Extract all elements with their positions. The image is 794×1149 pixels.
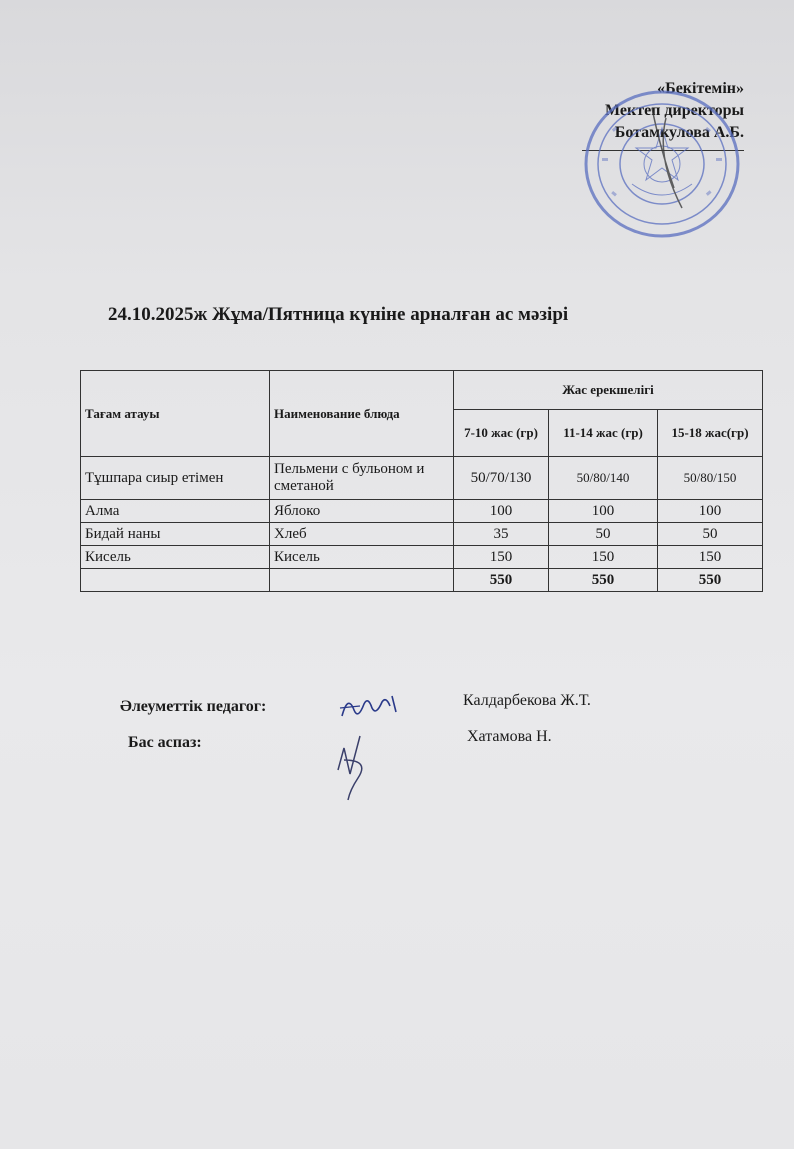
dish-name-ru: Пельмени с бульоном и сметаной (270, 457, 454, 500)
social-pedagogue-name: Калдарбекова Ж.Т. (463, 692, 591, 709)
portion-15-18: 50 (658, 523, 763, 546)
table-row (81, 500, 763, 523)
header-name-kz: Тағам атауы (81, 371, 270, 457)
dish-name-ru: Яблоко (270, 500, 454, 523)
table-row (81, 457, 763, 500)
head-cook-label: Бас аспаз: (128, 734, 202, 751)
portion-15-18: 50/80/150 (658, 457, 763, 500)
portion-15-18: 150 (658, 546, 763, 569)
dish-name-ru: Кисель (270, 546, 454, 569)
header-col-15-18: 15-18 жас(гр) (658, 410, 763, 457)
portion-7-10: 100 (454, 500, 549, 523)
dish-name-kz: Кисель (81, 546, 270, 569)
approval-director-name: Ботамкулова А.Б. (614, 124, 744, 141)
totals-empty-cell (270, 569, 454, 592)
total-7-10: 550 (454, 569, 549, 592)
header-col-7-10: 7-10 жас (гр) (454, 410, 549, 457)
dish-name-kz: Бидай наны (81, 523, 270, 546)
menu-table (80, 370, 763, 592)
official-stamp-icon (582, 88, 742, 240)
table-row (81, 546, 763, 569)
total-11-14: 550 (549, 569, 658, 592)
dish-name-kz: Тұшпара сиыр етімен (81, 457, 270, 500)
header-age-group: Жас ерекшелігі (454, 371, 763, 410)
signature-icon (330, 730, 380, 804)
portion-7-10: 150 (454, 546, 549, 569)
approval-heading: «Бекітемін» (657, 80, 744, 97)
portion-11-14: 100 (549, 500, 658, 523)
social-pedagogue-label: Әлеуметтік педагог: (120, 698, 267, 715)
portion-11-14: 50/80/140 (549, 457, 658, 500)
page-title: 24.10.2025ж Жұма/Пятница күніне арналған ас мәзірі (108, 304, 569, 325)
totals-row (81, 569, 763, 592)
signature-icon (336, 690, 406, 726)
header-name-ru: Наименование блюда (270, 371, 454, 457)
dish-name-ru: Хлеб (270, 523, 454, 546)
head-cook-name: Хатамова Н. (467, 728, 552, 745)
total-15-18: 550 (658, 569, 763, 592)
dish-name-kz: Алма (81, 500, 270, 523)
portion-11-14: 50 (549, 523, 658, 546)
portion-7-10: 50/70/130 (454, 457, 549, 500)
portion-7-10: 35 (454, 523, 549, 546)
portion-11-14: 150 (549, 546, 658, 569)
header-col-11-14: 11-14 жас (гр) (549, 410, 658, 457)
approval-position: Мектеп директоры (605, 102, 744, 119)
table-row (81, 523, 763, 546)
portion-15-18: 100 (658, 500, 763, 523)
totals-empty-cell (81, 569, 270, 592)
